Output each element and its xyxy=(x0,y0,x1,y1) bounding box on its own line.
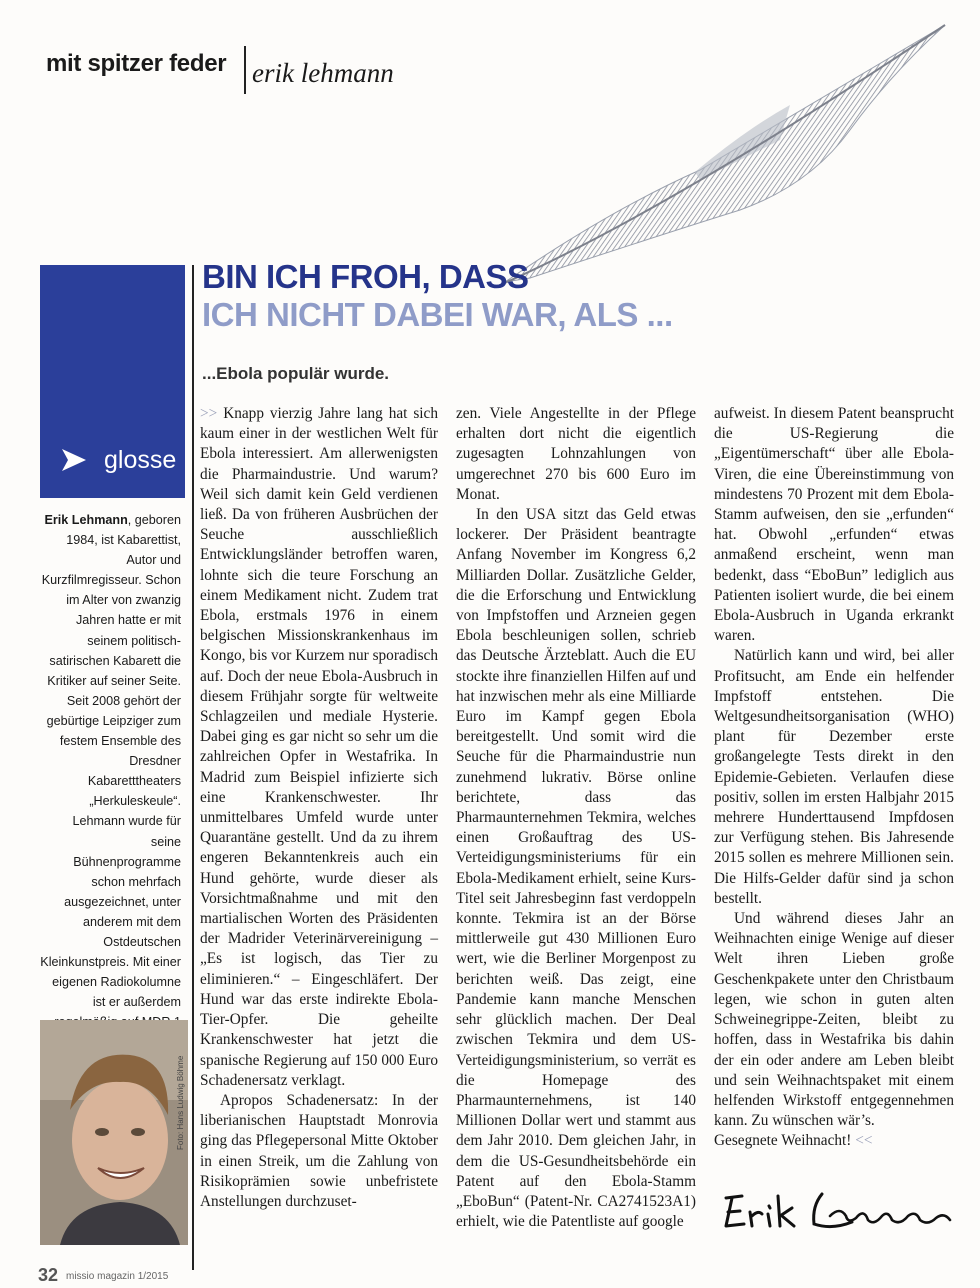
photo-credit: Foto: Hans Ludwig Böhme xyxy=(176,1055,185,1150)
article-paragraph: In den USA sitzt das Geld etwas lockerer. Der Präsident beantragte Anfang November im Kongress 6,2 Milliarden Dollar. Zusätzliche Gelder, die die Erforschung und Entwicklung von Impfstoffen und Arzneien gegen Ebola beschleunigen sollen, schrieb das Deutsche Ärzteblatt. Auch die EU stockte ihre finanziellen Hilfen auf und hat inzwischen mehr als eine Milliarde Euro im Kampf gegen Ebola bereitgestellt. Und somit wird die Seuche für die Pharmaindustrie nun zunehmend lukrativ. Börse online berichtete, dass das Pharmaunternehmen Tekmira, welches einen Großauftrag des US-Verteidigungsministeriums für ein Ebola-Medikament erhielt, seine Kurs-Titel seit Jahresbeginn fast verdoppeln konnte. Tekmira ist an der Börse mittlerweile gut 430 Millionen Euro wert, wie die Berliner Morgenpost zu berichten weiß. Das zeigt, eine Pandemie kann manche Menschen sehr glücklich machen. Der Deal zwischen Tekmira und dem US-Verteidigungsministerium, so verrät es die Homepage des Pharmaunternehmens, ist 140 Millionen Dollar wert und stammt aus dem Jahr 2010. Dem gleichen Jahr, in dem die US-Gesundheitsbehörde ein Patent auf den Ebola-Stamm „EboBun“ (Patent-Nr. CA2741523A1) erhielt, wie die Patentliste auf google xyxy=(456,506,696,1231)
article-paragraph: Apropos Schadenersatz: In der liberianischen Hauptstadt Monrovia ging das Pflegepersonal Mitte Oktober in einen Streik, um die Zahlung von Risikoprämien sowie unbefristete Anstellungen durchzuset- xyxy=(200,1091,438,1210)
article-paragraph: aufweist. In diesem Patent beansprucht die US-Regierung die „Eigentümerschaft“ über alle Ebola-Viren, die eine Übereinstimmung von mindestens 70 Prozent mit dem Ebola-Stamm aufweisen, den sie „erfunden“ hat. Obwohl „erfunden“ etwas anmaßend erscheint, wenn man bedenkt, dass “EboBun” lediglich aus Patienten isoliert wurde, die bei einem Ebola-Ausbruch in Uganda erkrankt waren. xyxy=(714,405,954,645)
headline-line-1: BIN ICH FROH, DASS xyxy=(202,258,529,295)
author-bio-text: , geboren 1984, ist Kabarettist, Autor und Kurzfilmregisseur. Schon im Alter von zwanzig Jahren hatte er mit seinem politisch-satirischen Kabarett die Kritiker auf seiner Seite. Seit 2008 gehört der gebürtige Leipziger zum festem Ensemble des Dresdner Kabaretttheaters „Herkuleskeule“. Lehmann wurde für seine Bühnenprogramme schon mehrfach ausgezeichnet, unter anderem mit dem Ostdeutschen Kleinkunstpreis. Mit einer eigenen Radiokolumne ist er außerdem xyxy=(40,513,181,1010)
author-bio-name: Erik Lehmann xyxy=(44,513,128,527)
article-paragraph: >> Knapp vierzig Jahre lang hat sich kaum einer in der westlichen Welt für Ebola interessiert. Am allerwenigsten die Pharmaindustrie. Und warum? Weil sich damit kein Geld verdienen ließ. Da von früheren Ausbrüchen der Seuche ausschließlich Entwicklungsländer betroffen waren, lohnte sich die teure Forschung an einem Medikament nicht. Zudem trat Ebola, erstmals 1976 in einem belgischen Missionskrankenhaus im Kongo, bis vor Kurzem nur sporadisch auf. Doch der neue Ebola-Ausbruch in diesem Frühjahr sorgte für weltweite Schlagzeilen und mediale Hysterie. Dabei ging es gar nicht so sehr um die zahlreichen Opfer in Westafrika. In Madrid zum Beispiel infizierte sich eine Krankenschwester. Ihr unmittelbares Umfeld wurde unter Quarantäne gestellt. Und da zu ihrem engeren Bekanntenkreis auch ein Hund gehörte, wurde dieser als Vorsichtmaßnahme und mit den martialischen Worten des Präsidenten der Madrider Veterinärvereinigung – „Es ist logisch, das Tier zu eliminieren.“ – Eingeschläfert. Der Hund war das erste indirekte Ebola-Tier-Opfer. Die geheilte Krankenschwester hat jetzt die spanische Regierung auf 150 000 Euro Schadenersatz verklagt. xyxy=(200,405,438,1089)
article-closing: Gesegnete Weihnacht! << xyxy=(714,1132,873,1150)
section-title: mit spitzer feder xyxy=(46,50,227,77)
article-paragraph: Und während dieses Jahr an Weihnachten einige Wenige auf dieser Welt ihren Lieben große Geschenkpakete unter den Christbaum legen, wie schon in guten alten Schweinegrippe-Zeiten, bleibt zu hoffen, dass in Westafrika bis dahin der ein oder andere am Leben bleibt und sein Weihnachtspaket mit einem helfenden Wirkstoff entgegennehmen kann. Zu wünschen wär’s. xyxy=(714,910,954,1130)
triangle-arrow-icon xyxy=(62,449,86,471)
article-end-mark: << xyxy=(855,1132,873,1150)
article-column-1 xyxy=(200,404,438,1212)
subheadline: ...Ebola populär wurde. xyxy=(202,364,390,383)
header-divider xyxy=(244,46,246,94)
article-paragraph: zen. Viele Angestellte in der Pflege erhalten dort nicht die eigentlich zugesagten Lohnzahlungen von umgerechnet 270 bis 600 Euro im Monat. xyxy=(456,405,696,503)
category-tag-label: glosse xyxy=(104,446,177,474)
author-photo xyxy=(40,1020,188,1245)
column-divider xyxy=(192,265,194,1270)
article-column-3 xyxy=(714,404,954,1152)
article-start-mark: >> xyxy=(200,405,218,422)
page-number: 32 xyxy=(38,1265,59,1285)
article-column-2 xyxy=(456,404,696,1232)
feather-illustration xyxy=(490,20,960,290)
magazine-issue: missio magazin 1/2015 xyxy=(66,1271,169,1282)
column-author: erik lehmann xyxy=(252,58,394,88)
article-paragraph: Natürlich kann und wird, bei aller Profitsucht, am Ende ein helfender Impfstoff entstehen. Die Weltgesundheitsorganisation (WHO) plant für Dezember erste großangelegte Tests direkt in den Epidemie-Gebieten. Verlaufen diese positiv, sollen im ersten Halbjahr 2015 mehrere Hunderttausend Impfdosen zur Verfügung stehen. Bis Jahresende 2015 sollen es mehrere Millionen sein. Die Hilfs-Gelder dafür sind ja schon bestellt. xyxy=(714,647,954,907)
author-signature xyxy=(722,1186,957,1236)
headline-line-2: ICH NICHT DABEI WAR, ALS ... xyxy=(202,296,673,333)
